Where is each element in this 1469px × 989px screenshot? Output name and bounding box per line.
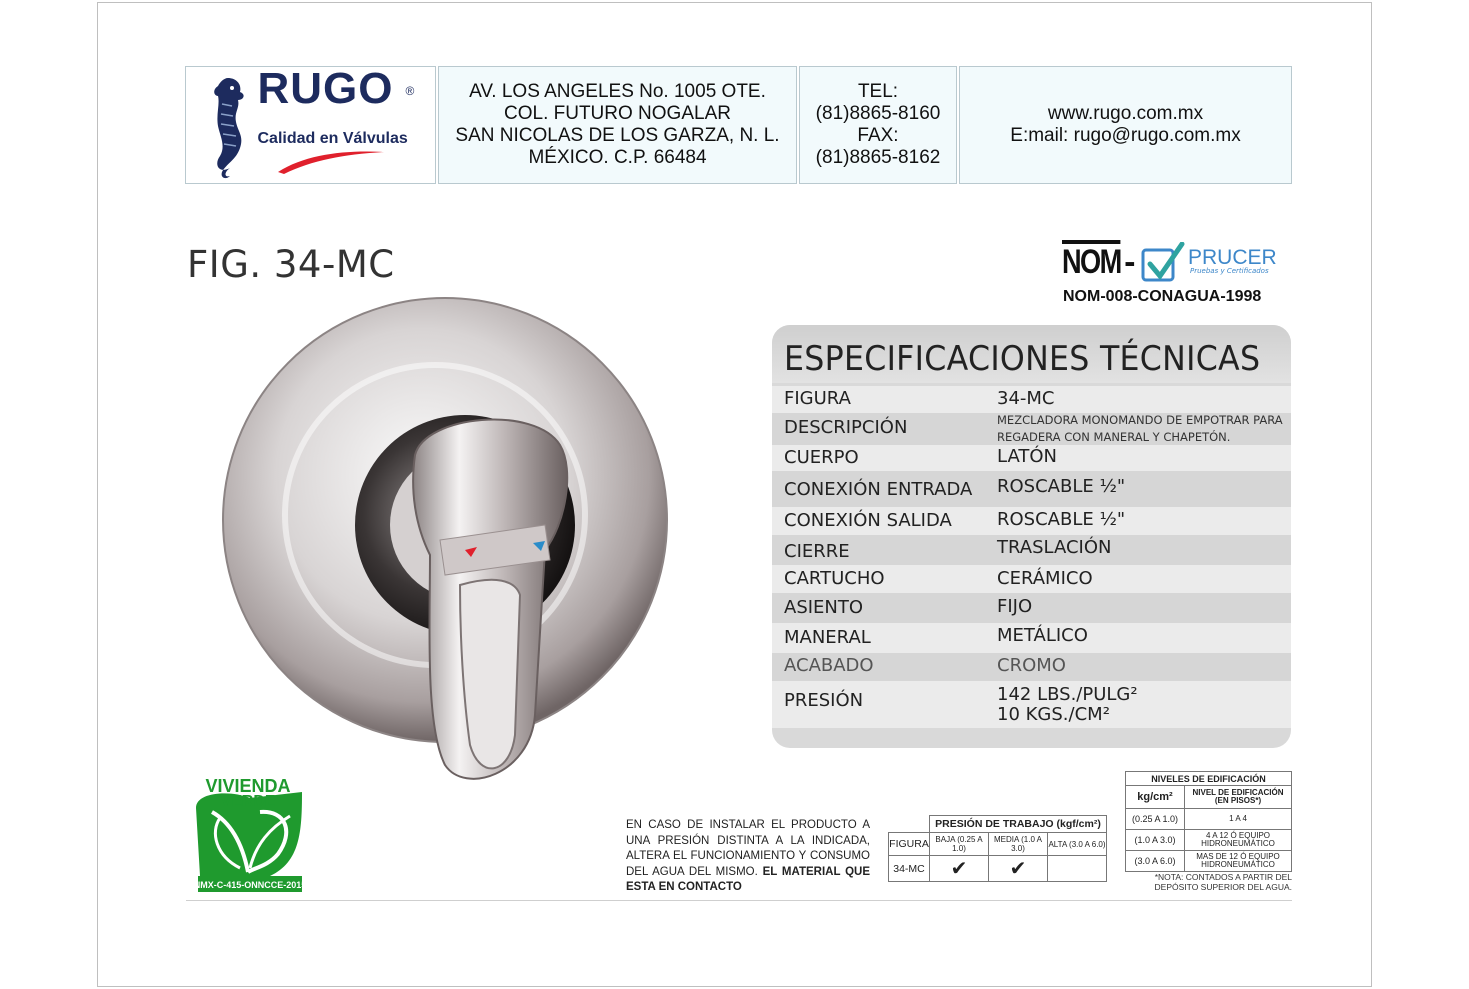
figure-title: FIG. 34-MC — [187, 243, 395, 286]
spec-label: MANERAL — [784, 627, 871, 648]
prucer-subtitle: Pruebas y Certificados — [1190, 267, 1269, 275]
cert-dash: - — [1124, 246, 1136, 279]
spec-label: FIGURA — [784, 388, 851, 409]
check-icon: ✔ — [989, 856, 1048, 882]
spec-label: CONEXIÓN ENTRADA — [784, 479, 973, 500]
pressure-table — [888, 815, 1107, 882]
spec-row — [772, 623, 1291, 653]
levels-footnote: *NOTA: CONTADOS A PARTIR DEL DEPÓSITO SUPERIOR DEL AGUA. — [1154, 872, 1292, 892]
nom-mark: NOM — [1062, 240, 1121, 280]
address-line-4: MÉXICO. C.P. 66484 — [528, 147, 707, 168]
pressure-high-header: ALTA (3.0 A 6.0) — [1048, 833, 1107, 856]
pressure-table-caption: PRESIÓN DE TRABAJO (kgf/cm²) — [930, 816, 1107, 833]
rugo-logo — [196, 64, 426, 180]
spec-value: CERÁMICO — [997, 568, 1093, 589]
spec-row — [772, 386, 1291, 413]
spec-label: CIERRE — [784, 541, 850, 562]
pressure-row-label: 34-MC — [889, 856, 930, 882]
installation-note — [626, 818, 870, 896]
badge-code: NMX-C-415-ONNCCE-2015 — [193, 880, 307, 890]
phone-box — [799, 66, 957, 184]
brand-name: RUGO — [257, 64, 394, 113]
fax-label: FAX: — [857, 125, 899, 146]
email-link[interactable]: E:mail: rugo@rugo.com.mx — [1010, 125, 1241, 146]
spec-row — [772, 681, 1291, 728]
address-box — [438, 66, 797, 184]
note-bold-text: EL MATERIAL QUE ESTA EN CONTACTO — [626, 865, 870, 893]
spec-value: FIJO — [997, 596, 1033, 617]
spec-label: ACABADO — [784, 655, 874, 676]
vivienda-verde-badge — [190, 772, 308, 894]
spec-title: ESPECIFICACIONES TÉCNICAS — [784, 339, 1261, 379]
levels-range: (1.0 A 3.0) — [1126, 830, 1185, 851]
fax-number: (81)8865-8162 — [815, 147, 941, 168]
brand-tagline: Calidad en Válvulas — [257, 130, 408, 147]
seahorse-icon — [206, 74, 248, 182]
spec-label: CONEXIÓN SALIDA — [784, 510, 952, 531]
levels-value: 4 A 12 Ó EQUIPO HIDRONEUMÁTICO — [1185, 830, 1292, 851]
spec-value: METÁLICO — [997, 625, 1088, 646]
certification-logo — [1062, 240, 1292, 310]
spec-label: DESCRIPCIÓN — [784, 417, 908, 438]
pressure-table-corner — [889, 816, 930, 833]
badge-title-top: VIVIENDA — [205, 776, 291, 796]
levels-range: (0.25 A 1.0) — [1126, 809, 1185, 830]
levels-table-caption: NIVELES DE EDIFICACIÓN — [1126, 772, 1292, 786]
pressure-low-header: BAJA (0.25 A 1.0) — [930, 833, 989, 856]
note-text: EN CASO DE INSTALAR EL PRODUCTO A UNA PRESIÓN DISTINTA A LA INDICADA, ALTERA EL FUNCIONAMIENTO Y CONSUMO DEL AGUA DEL MISMO. — [626, 819, 870, 878]
spec-value: MEZCLADORA MONOMANDO DE EMPOTRAR PARA REGADERA CON MANERAL Y CHAPETÓN. — [997, 413, 1283, 444]
spec-value: ROSCABLE ½" — [997, 476, 1126, 497]
nom-code: NOM-008-CONAGUA-1998 — [1063, 288, 1262, 305]
spec-table — [772, 325, 1291, 748]
levels-range: (3.0 A 6.0) — [1126, 851, 1185, 872]
spec-label: ASIENTO — [784, 597, 864, 618]
spec-value: CROMO — [997, 655, 1066, 676]
levels-value: MAS DE 12 Ó EQUIPO HIDRONEUMÁTICO — [1185, 851, 1292, 872]
address-line-2: COL. FUTURO NOGALAR — [504, 103, 731, 124]
spec-value: 142 LBS./PULG² — [997, 684, 1138, 705]
levels-value: 1 A 4 — [1185, 809, 1292, 830]
check-badge-icon — [1140, 242, 1186, 284]
tel-label: TEL: — [857, 81, 899, 102]
pressure-mid-header: MEDIA (1.0 A 3.0) — [989, 833, 1048, 856]
badge-title-bottom: VERDE — [220, 793, 276, 810]
levels-col-level: NIVEL DE EDIFICACIÓN (EN PISOS*) — [1185, 786, 1292, 809]
mixer-valve-image — [215, 295, 675, 835]
spec-label: CARTUCHO — [784, 568, 885, 589]
spec-value: LATÓN — [997, 446, 1057, 467]
spec-row — [772, 653, 1291, 681]
spec-value: TRASLACIÓN — [997, 537, 1112, 558]
web-box — [959, 66, 1292, 184]
tel-number: (81)8865-8160 — [815, 103, 941, 124]
spec-row — [772, 445, 1291, 471]
spec-row — [772, 471, 1291, 507]
website-link[interactable]: www.rugo.com.mx — [1047, 103, 1204, 124]
spec-row — [772, 507, 1291, 535]
spec-value: ROSCABLE ½" — [997, 509, 1126, 530]
empty-check-cell — [1048, 856, 1107, 882]
check-icon: ✔ — [930, 856, 989, 882]
spec-row — [772, 535, 1291, 565]
spec-value-secondary: 10 KGS./CM² — [997, 704, 1110, 725]
levels-col-pressure: kg/cm² — [1126, 786, 1185, 809]
levels-table — [1125, 771, 1292, 872]
prucer-brand: PRUCER — [1188, 246, 1277, 269]
registered-mark: ® — [405, 84, 415, 98]
figure-column-header: FIGURA — [889, 833, 930, 856]
footer-divider — [186, 900, 1292, 901]
address-line-3: SAN NICOLAS DE LOS GARZA, N. L. — [455, 125, 780, 146]
spec-label: CUERPO — [784, 447, 859, 468]
address-line-1: AV. LOS ANGELES No. 1005 OTE. — [469, 81, 766, 102]
spec-header — [772, 325, 1291, 383]
spec-value: 34-MC — [997, 388, 1055, 409]
swoosh-icon — [276, 148, 388, 174]
spec-row — [772, 593, 1291, 623]
spec-row — [772, 565, 1291, 593]
spec-label: PRESIÓN — [784, 690, 864, 711]
spec-row — [772, 413, 1291, 445]
logo-box — [185, 66, 436, 184]
